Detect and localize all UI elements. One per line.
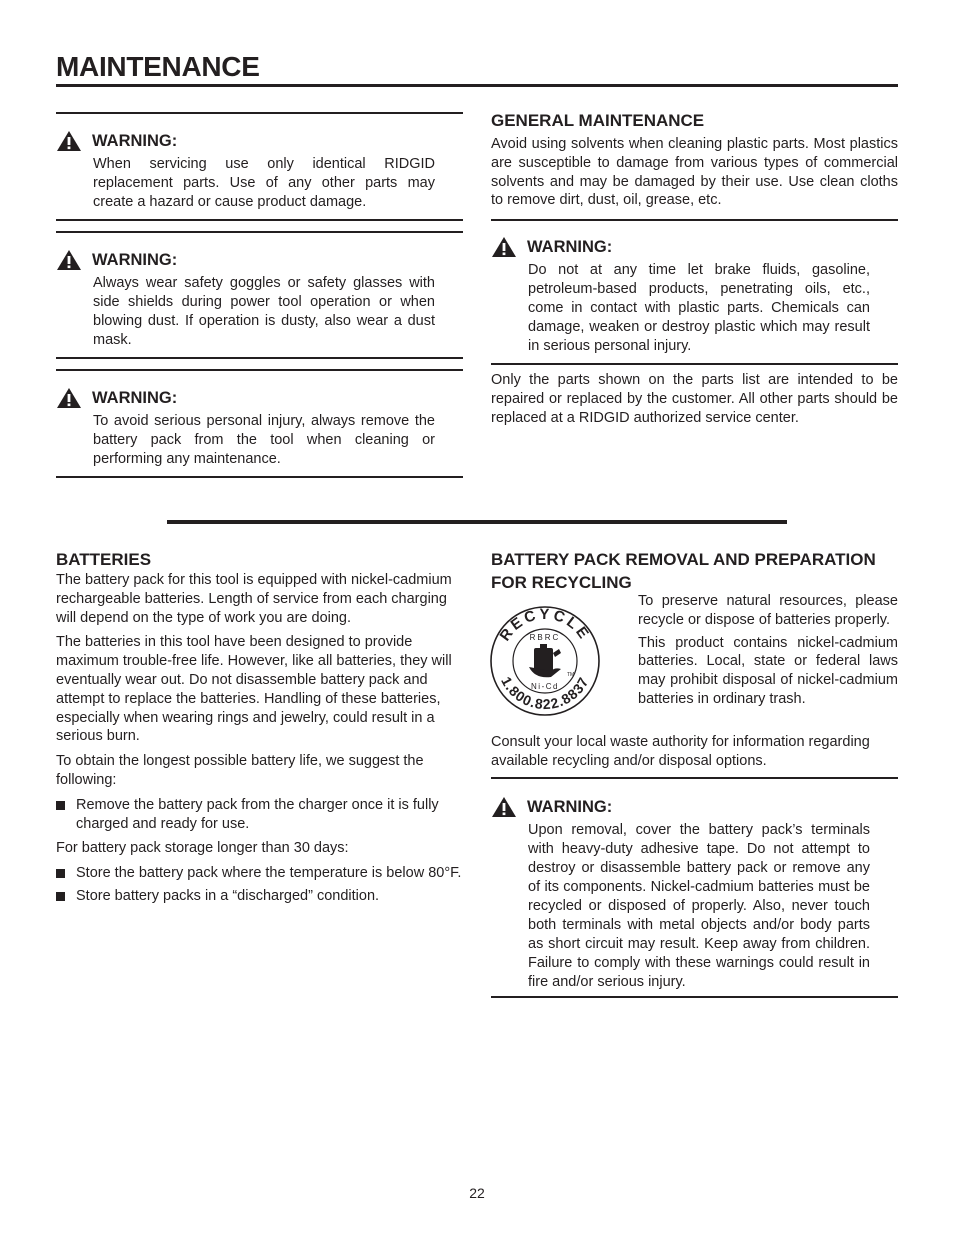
warning-triangle-icon bbox=[491, 236, 517, 258]
parts-paragraph: Only the parts shown on the parts list are intended to be repaired or replaced by the customer. All other parts should be replaced at a RIDGID authorized service center. bbox=[491, 372, 898, 426]
divider bbox=[56, 369, 463, 371]
warning-box-goggles bbox=[56, 250, 463, 350]
seal-top-text: RECYCLE bbox=[496, 605, 594, 645]
paragraph: This product contains nickel-cadmium batteries. Local, state or federal laws may prohibit disposal of nickel-cadmium batteries in ordinary trash. bbox=[638, 634, 898, 707]
divider bbox=[56, 231, 463, 233]
list-item: Remove the battery pack from the charger once it is fully charged and ready for use. bbox=[56, 796, 463, 834]
paragraph: Consult your local waste authority for information regarding available recycling and/or disposal options. bbox=[491, 734, 870, 769]
divider bbox=[491, 219, 898, 221]
paragraph: Avoid using solvents when cleaning plastic parts. Most plastics are susceptible to damage from various types of commercial solvents and may be damaged by their use. Use clean cloths to remove dirt, dust, oil, grease, etc. bbox=[491, 136, 898, 209]
warning-text: Upon removal, cover the battery pack’s terminals with heavy-duty adhesive tape. Do not attempt to destroy or disassemble battery pack or remove any of its components. Nickel-cadmium batteries must be recycled or disposed of properly. Also, never touch both terminals with metal objects and/or body parts as short circuit may result. Keep away from children. Failure to comply with these warnings could result in fire and/or serious injury. bbox=[528, 822, 870, 990]
rbrc-recycle-seal bbox=[489, 605, 601, 717]
warning-text: Do not at any time let brake fluids, gasoline, petroleum-based products, penetrating oils, etc., come in contact with plastic parts. Chemicals can damage, weaken or destroy plastic which may result in serious personal injury. bbox=[528, 262, 870, 354]
warning-box-plastics bbox=[491, 237, 898, 356]
warning-heading bbox=[56, 131, 463, 151]
seal-phone-text: 1.800.822.8837 bbox=[498, 673, 592, 713]
battery-hand-icon bbox=[529, 644, 561, 677]
warning-heading bbox=[491, 237, 898, 257]
warning-label: WARNING: bbox=[92, 251, 178, 269]
section-heading: GENERAL MAINTENANCE bbox=[491, 111, 705, 130]
paragraph: The batteries in this tool have been designed to provide maximum trouble-free life. However, like all batteries, they will eventually wear out. Do not disassemble battery pack and attempt to replace the batteries. Handling of these batteries, especially when wearing rings and jewelry, could result in a serious burn. bbox=[56, 634, 452, 745]
seal-org-text: RBRC bbox=[529, 633, 561, 642]
divider bbox=[56, 357, 463, 359]
warning-text: To avoid serious personal injury, always remove the battery pack from the tool when cleaning or performing any maintenance. bbox=[93, 413, 435, 467]
warning-triangle-icon bbox=[56, 387, 82, 409]
divider bbox=[56, 219, 463, 221]
warning-box-parts bbox=[56, 131, 463, 212]
divider bbox=[491, 996, 898, 998]
warning-box-terminals bbox=[491, 797, 898, 992]
recycling-section bbox=[491, 548, 898, 594]
divider bbox=[491, 777, 898, 779]
general-maintenance-section bbox=[491, 109, 898, 210]
divider bbox=[56, 476, 463, 478]
section-heading: BATTERY PACK REMOVAL AND PREPARATION FOR RECYCLING bbox=[491, 550, 876, 592]
section-heading: BATTERIES bbox=[56, 550, 152, 569]
warning-label: WARNING: bbox=[92, 132, 178, 150]
warning-triangle-icon bbox=[56, 249, 82, 271]
warning-text: When servicing use only identical RIDGID replacement parts. Use of any other parts may create a hazard or cause product damage. bbox=[93, 156, 435, 210]
page-title: MAINTENANCE bbox=[56, 51, 260, 82]
divider bbox=[56, 112, 463, 114]
warning-label: WARNING: bbox=[527, 238, 613, 256]
paragraph: To preserve natural resources, please recycle or dispose of batteries properly. bbox=[638, 593, 898, 628]
warning-heading bbox=[56, 388, 463, 408]
seal-chem-text: Ni-Cd bbox=[531, 682, 559, 691]
warning-triangle-icon bbox=[56, 130, 82, 152]
divider bbox=[491, 363, 898, 365]
paragraph: For battery pack storage longer than 30 days: bbox=[56, 840, 349, 857]
warning-box-battery-removal bbox=[56, 388, 463, 469]
warning-label: WARNING: bbox=[527, 798, 613, 816]
batteries-section bbox=[56, 548, 463, 906]
warning-label: WARNING: bbox=[92, 389, 178, 407]
section-divider bbox=[167, 520, 787, 524]
list-item: Store battery packs in a “discharged” condition. bbox=[56, 887, 463, 906]
warning-triangle-icon bbox=[491, 796, 517, 818]
page-number: 22 bbox=[469, 1185, 485, 1201]
paragraph: To obtain the longest possible battery life, we suggest the following: bbox=[56, 753, 424, 788]
bullet-list bbox=[56, 796, 463, 834]
bullet-list bbox=[56, 864, 463, 906]
paragraph: The battery pack for this tool is equipped with nickel-cadmium rechargeable batteries. Length of service from each charging will depend on the type of work you are doing. bbox=[56, 572, 452, 626]
warning-heading bbox=[56, 250, 463, 270]
list-item: Store the battery pack where the temperature is below 80°F. bbox=[56, 864, 463, 883]
seal-tm-text: TM bbox=[567, 672, 575, 678]
title-rule bbox=[56, 84, 898, 87]
warning-heading bbox=[491, 797, 898, 817]
recycling-side-text bbox=[638, 592, 898, 709]
warning-text: Always wear safety goggles or safety glasses with side shields during power tool operation or when blowing dust. If operation is dusty, also wear a dust mask. bbox=[93, 275, 435, 348]
